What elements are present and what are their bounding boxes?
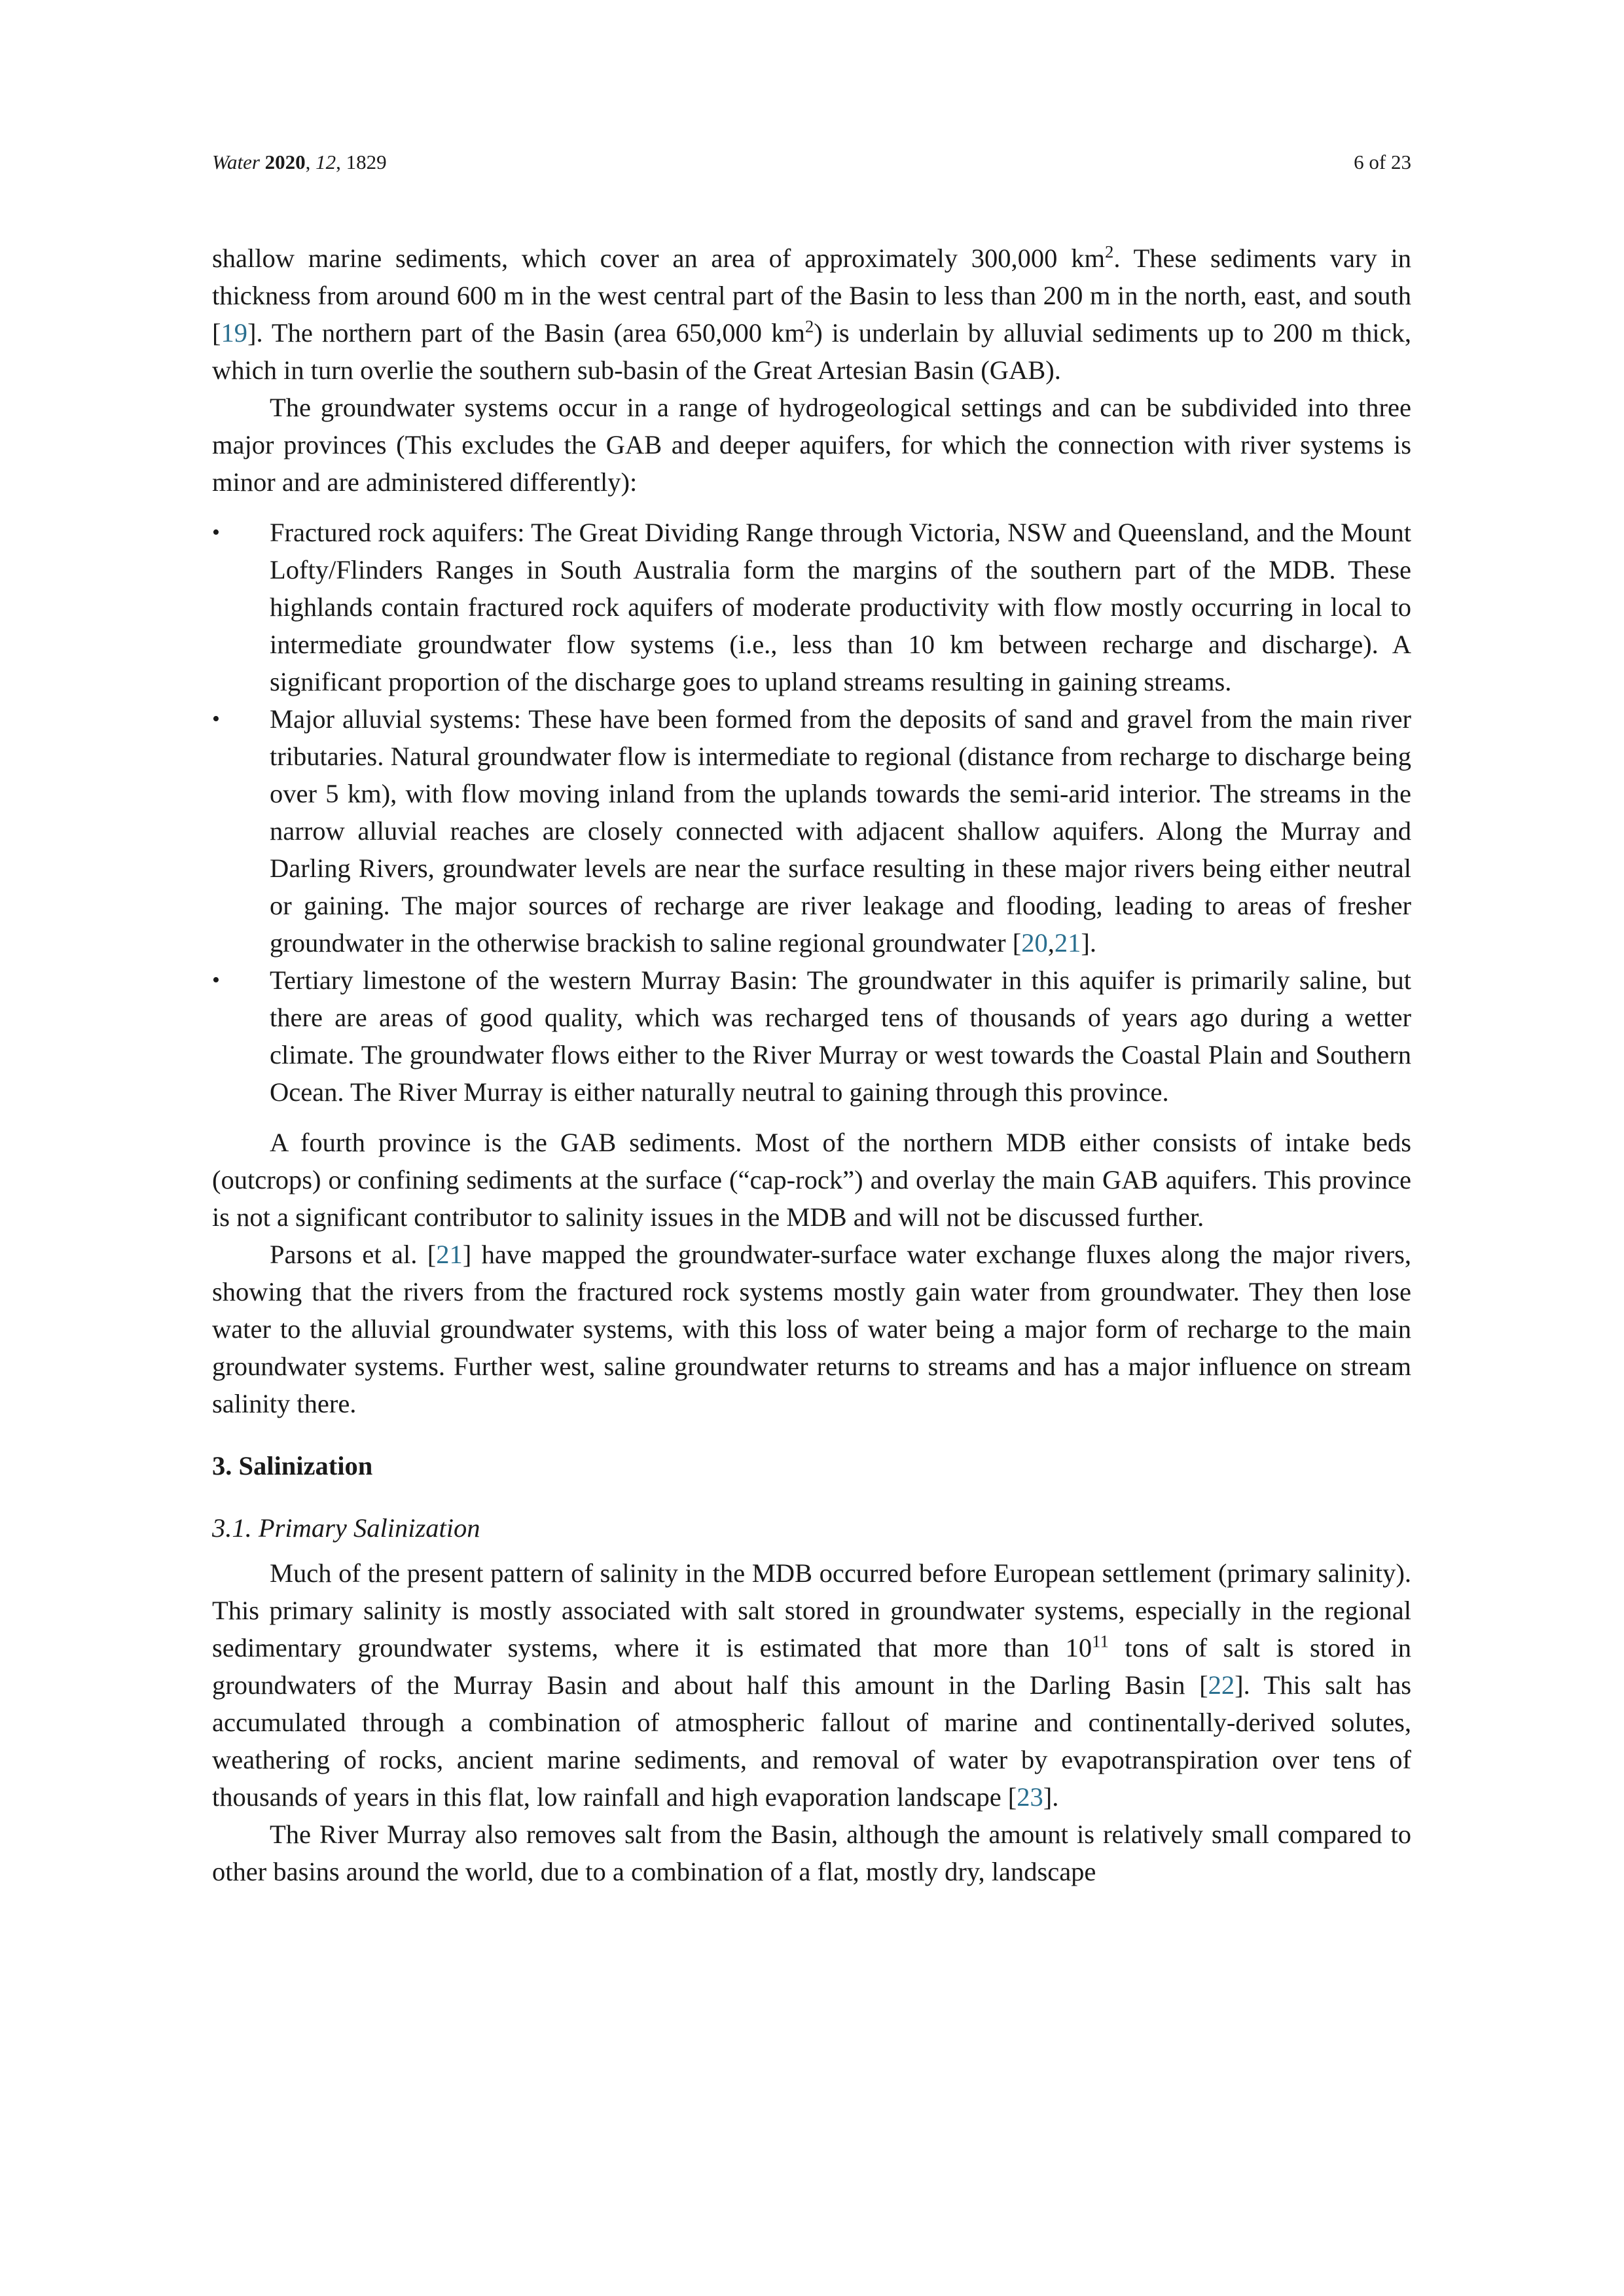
- province-list: [212, 514, 1411, 1111]
- bullet-marker: •: [212, 968, 220, 992]
- text-run: ]. This salt has accumulated through a combination of atmospheric fallout of marine and continentally-derived solutes, weathering of rocks, ancient marine sediments, and removal of water by evapotranspiration over tens of thousands of years in this flat, low rainfall and high evaporation landscape [: [212, 1670, 1411, 1812]
- list-item: [212, 961, 1411, 1111]
- list-item-text: Major alluvial systems: These have been formed from the deposits of sand and gravel from the main river tributaries. Natural groundwater flow is intermediate to regional (distance from recharge to discharge being over 5 km), with flow moving inland from the uplands towards the semi-arid interior. The streams in the narrow alluvial reaches are closely connected with adjacent shallow aquifers. Along the Murray and Darling Rivers, groundwater levels are near the surface resulting in these major rivers being either neutral or gaining. The major sources of recharge are river leakage and flooding, leading to areas of fresher groundwater in the otherwise brackish to saline regional groundwater [: [270, 704, 1411, 958]
- journal-volume: 12: [316, 151, 336, 173]
- list-item: [212, 700, 1411, 961]
- superscript: 2: [1104, 242, 1114, 262]
- text-run: Parsons et al. [: [270, 1240, 437, 1269]
- text-run: ] have mapped the groundwater-surface water exchange fluxes along the major rivers, showing that the rivers from the fractured rock systems mostly gain water from groundwater. They then lose water to the alluvial groundwater systems, with this loss of water being a major form of recharge to the main groundwater systems. Further west, saline groundwater returns to streams and has a major influence on stream salinity there.: [212, 1240, 1411, 1418]
- superscript: 11: [1092, 1631, 1109, 1651]
- text-run: ].: [1081, 928, 1097, 958]
- citation-link[interactable]: 23: [1017, 1782, 1043, 1812]
- text-run: ]. The northern part of the Basin (area 650,000 km: [247, 318, 805, 348]
- paragraph-sediments: [212, 240, 1411, 389]
- page-number: 6 of 23: [1354, 151, 1411, 173]
- article-number: 1829: [346, 151, 387, 173]
- bullet-marker: •: [212, 520, 220, 545]
- paragraph-fourth-province: A fourth province is the GAB sediments. Most of the northern MDB either consists of intake beds (outcrops) or confining sediments at the surface (“cap-rock”) and overlay the main GAB aquifers. This province is not a significant contributor to salinity issues in the MDB and will not be discussed further.: [212, 1128, 1411, 1232]
- text-run: tons of salt is stored in groundwaters of the Murray Basin and about half this amount in the Darling Basin [: [212, 1633, 1411, 1700]
- subsection-heading: 3.1. Primary Salinization: [212, 1513, 480, 1543]
- journal-year: 2020: [264, 151, 306, 173]
- list-item-text: Tertiary limestone of the western Murray Basin: The groundwater in this aquifer is primarily saline, but there are areas of good quality, which was recharged tens of thousands of years ago during a wetter climate. The groundwater flows either to the River Murray or west towards the Coastal Plain and Southern Ocean. The River Murray is either naturally neutral to gaining through this province.: [270, 965, 1411, 1107]
- article-body: [212, 240, 1411, 1890]
- text-run: ].: [1043, 1782, 1059, 1812]
- citation-link[interactable]: 19: [221, 318, 247, 348]
- paragraph-river-murray: The River Murray also removes salt from the Basin, although the amount is relatively small compared to other basins around the world, due to a combination of a flat, mostly dry, landscape: [212, 1820, 1411, 1886]
- paragraph-parsons: [212, 1236, 1411, 1422]
- list-item: [212, 514, 1411, 700]
- superscript: 2: [804, 316, 814, 336]
- citation-link[interactable]: 21: [1054, 928, 1081, 958]
- citation-link[interactable]: 22: [1208, 1670, 1235, 1700]
- citation-link[interactable]: 21: [436, 1240, 463, 1269]
- paragraph-primary-salinity: [212, 1554, 1411, 1816]
- journal-name: Water: [212, 151, 260, 173]
- text-run: shallow marine sediments, which cover an area of approximately 300,000 km: [212, 243, 1105, 273]
- citation-header: Water 2020, 12, 1829: [212, 151, 387, 173]
- text-run: . These sediments vary in thickness from around 600 m in the west central part of the Basin to less than 200 m in the north, east, and south [: [212, 243, 1411, 348]
- text-run: ) is underlain by alluvial sediments up to 200 m thick, which in turn overlie the southern sub-basin of the Great Artesian Basin (GAB).: [212, 318, 1411, 385]
- text-run: ,: [1047, 928, 1055, 958]
- bullet-marker: •: [212, 707, 220, 731]
- list-item-text: Fractured rock aquifers: The Great Dividing Range through Victoria, NSW and Queensland, and the Mount Lofty/Flinders Ranges in South Australia form the margins of the southern part of the MDB. These highlands contain fractured rock aquifers of moderate productivity with flow mostly occurring in local to intermediate groundwater flow systems (i.e., less than 10 km between recharge and discharge). A significant proportion of the discharge goes to upland streams resulting in gaining streams.: [270, 518, 1411, 696]
- paragraph-provinces-intro: The groundwater systems occur in a range of hydrogeological settings and can be subdivided into three major provinces (This excludes the GAB and deeper aquifers, for which the connection with river systems is minor and are administered differently):: [212, 393, 1411, 497]
- text-run: Much of the present pattern of salinity in the MDB occurred before European settlement (primary salinity). This primary salinity is mostly associated with salt stored in groundwater systems, especially in the regional sedimentary groundwater systems, where it is estimated that more than 10: [212, 1558, 1411, 1662]
- citation-link[interactable]: 20: [1021, 928, 1048, 958]
- section-heading: 3. Salinization: [212, 1451, 373, 1480]
